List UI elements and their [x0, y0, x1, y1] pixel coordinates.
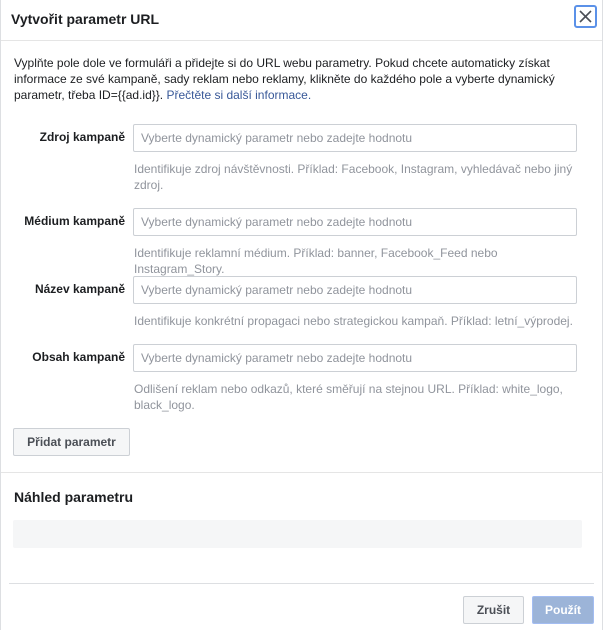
- preview-title: Náhled parametru: [14, 489, 134, 505]
- campaign-content-input[interactable]: [133, 344, 577, 372]
- close-button[interactable]: [574, 5, 597, 28]
- field-help-name: Identifikuje konkrétní propagaci nebo strategickou kampaň. Příklad: letní_výprodej.: [134, 314, 573, 328]
- apply-button[interactable]: Použít: [532, 596, 594, 624]
- intro-text: [14, 55, 584, 103]
- learn-more-link[interactable]: Přečtěte si další informace.: [166, 88, 312, 102]
- field-label-medium: Médium kampaně: [24, 214, 125, 228]
- campaign-medium-input[interactable]: [133, 208, 577, 236]
- dialog-header: [1, 0, 602, 41]
- footer-divider: [9, 583, 594, 584]
- field-help-source: Identifikuje zdroj návštěvnosti. Příklad: Facebook, Instagram, vyhledávač nebo jiný zdroj.: [134, 162, 573, 192]
- parameter-preview-box: [13, 520, 582, 548]
- campaign-source-input[interactable]: [133, 124, 577, 152]
- field-label-source: Zdroj kampaně: [39, 130, 125, 144]
- field-label-content: Obsah kampaně: [32, 350, 125, 364]
- campaign-name-input[interactable]: [133, 276, 577, 304]
- field-label-name: Název kampaně: [34, 282, 125, 296]
- intro-body: Vyplňte pole dole ve formuláři a přidejte si do URL webu parametry. Pokud chcete automaticky získat informace ze své kampaně, sady reklam nebo reklamy, klikněte do každého pole a vyberte dynamický parametr, třeba ID={{ad.id}}.: [14, 56, 555, 102]
- field-help-medium: Identifikuje reklamní médium. Příklad: banner, Facebook_Feed nebo Instagram_Story.: [134, 246, 498, 276]
- cancel-button[interactable]: Zrušit: [463, 596, 524, 624]
- dialog-title: Vytvořit parametr URL: [11, 11, 160, 27]
- close-icon: [579, 10, 592, 23]
- add-parameter-button[interactable]: Přidat parametr: [13, 428, 130, 456]
- section-divider: [1, 472, 603, 473]
- field-help-content: Odlišení reklam nebo odkazů, které směřují na stejnou URL. Příklad: white_logo, black_logo.: [134, 382, 563, 412]
